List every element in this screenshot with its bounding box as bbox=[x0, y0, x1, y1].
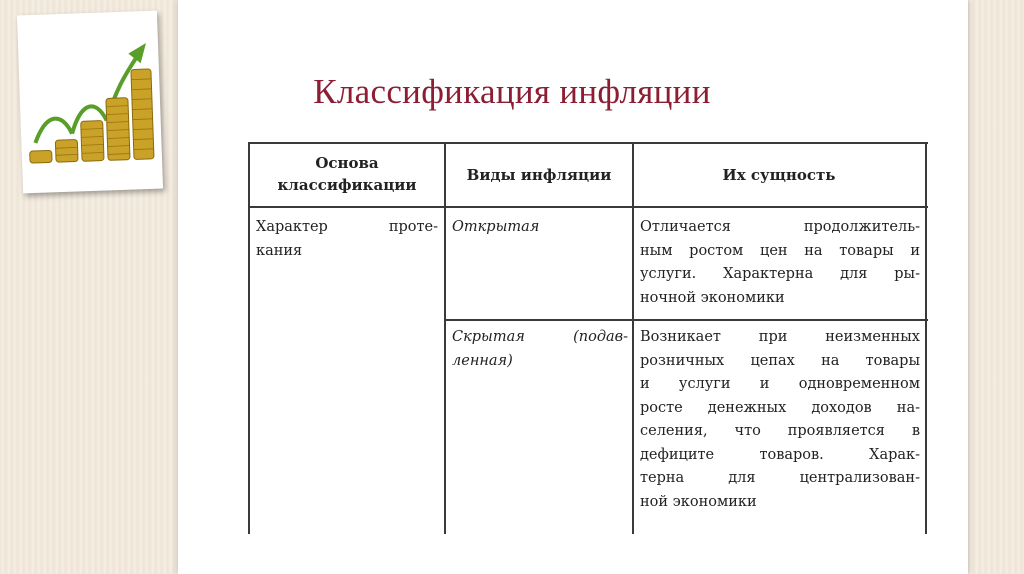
header-types: Виды инфляции bbox=[466, 166, 612, 184]
essence-line: Отличается продолжитель- bbox=[640, 219, 920, 235]
essence-line: Возникает при неизменных bbox=[640, 329, 920, 345]
header-basis-line: Основа bbox=[315, 154, 379, 172]
header-basis-line: классификации bbox=[277, 176, 417, 194]
table-border-header bbox=[248, 206, 928, 208]
table-border-top bbox=[248, 142, 928, 144]
header-basis bbox=[252, 152, 442, 196]
basis-word: Характер bbox=[256, 219, 328, 235]
table-border-col2 bbox=[632, 142, 634, 534]
slide-title: Классификация инфляции bbox=[313, 72, 711, 111]
essence-line: и услуги и одновременном bbox=[640, 376, 920, 392]
basis-word: кания bbox=[256, 242, 303, 259]
essence-line: розничных цепах на товары bbox=[640, 352, 920, 369]
essence-open bbox=[640, 216, 920, 310]
essence-line: ным ростом цен на товары и bbox=[640, 242, 920, 259]
essence-hidden bbox=[640, 326, 920, 514]
essence-line: селения, что проявляется в bbox=[640, 423, 920, 439]
essence-line: ной экономики bbox=[640, 493, 757, 510]
basis-cell bbox=[256, 216, 438, 263]
essence-line: дефиците товаров. Харак- bbox=[640, 446, 920, 463]
type-open: Открытая bbox=[452, 219, 540, 235]
table-border-row bbox=[444, 319, 928, 321]
table-border-right bbox=[925, 142, 927, 534]
essence-line: росте денежных доходов на- bbox=[640, 399, 920, 416]
table-border-left bbox=[248, 142, 250, 534]
type-line: ленная) bbox=[452, 352, 513, 369]
type-hidden bbox=[452, 326, 628, 373]
header-essence: Их сущность bbox=[722, 166, 836, 184]
essence-line: услуги. Характерна для ры- bbox=[640, 266, 920, 282]
inflation-table bbox=[248, 142, 928, 534]
essence-line: ночной экономики bbox=[640, 289, 785, 306]
basis-word: проте- bbox=[388, 219, 438, 235]
essence-line: терна для централизован- bbox=[640, 470, 920, 486]
table-border-col1 bbox=[444, 142, 446, 534]
type-line: Скрытая (подав- bbox=[452, 329, 628, 345]
